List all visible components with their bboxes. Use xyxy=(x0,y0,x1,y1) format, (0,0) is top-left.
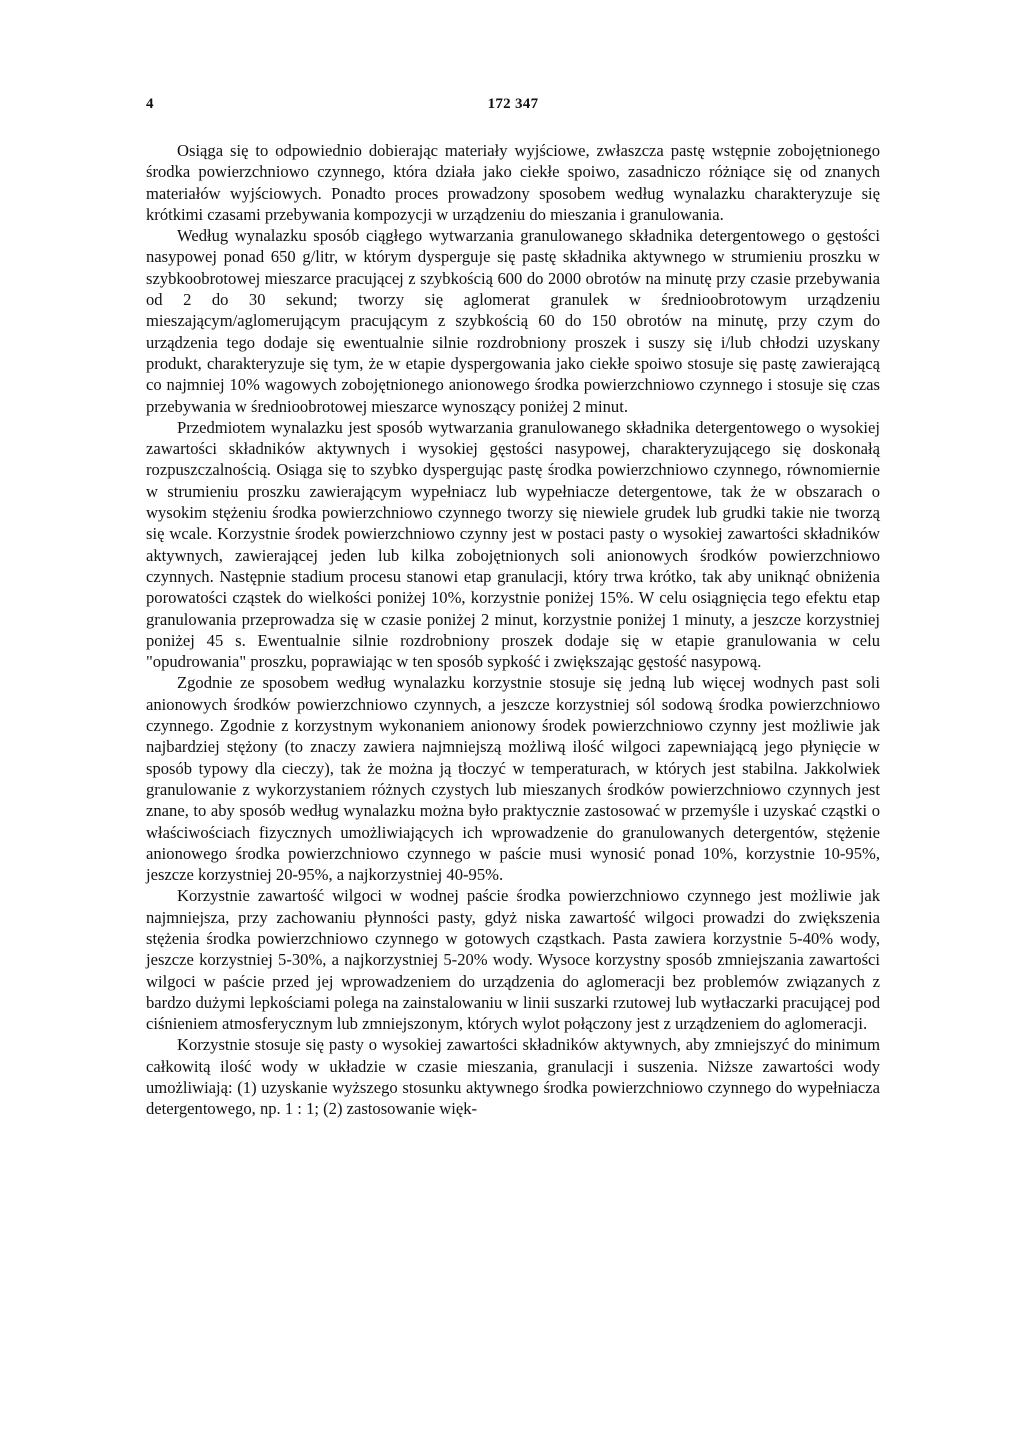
page-header xyxy=(146,96,880,122)
paragraph: Przedmiotem wynalazku jest sposób wytwarzania granulowanego składnika detergentowego o wysokiej zawartości składników aktywnych i wysokiej gęstości nasypowej, charakteryzującego się doskonałą rozpuszczalnością. Osiąga się to szybko dyspergując pastę środka powierzchniowo czynnego, równomiernie w strumieniu proszku zawierającym wypełniacz lub wypełniacze detergentowe, tak że w obszarach o wysokim stężeniu środka powierzchniowo czynnego tworzy się niewiele grudek lub grudki takie nie tworzą się wcale. Korzystnie środek powierzchniowo czynny jest w postaci pasty o wysokiej zawartości składników aktywnych, zawierającej jeden lub kilka zobojętnionych soli anionowych środków powierzchniowo czynnych. Następnie stadium procesu stanowi etap granulacji, który trwa krótko, tak aby uniknąć obniżenia porowatości cząstek do wielkości poniżej 10%, korzystnie poniżej 15%. W celu osiągnięcia tego efektu etap granulowania przeprowadza się w czasie poniżej 2 minut, korzystnie poniżej 1 minuty, a jeszcze korzystniej poniżej 45 s. Ewentualnie silnie rozdrobniony proszek dodaje się w etapie granulowania w celu "opudrowania" proszku, poprawiając w ten sposób sypkość i zwiększając gęstość nasypową. xyxy=(146,417,880,672)
paragraph: Według wynalazku sposób ciągłego wytwarzania granulowanego składnika detergentowego o gęstości nasypowej ponad 650 g/litr, w którym dysperguje się pastę składnika aktywnego w strumieniu proszku w szybkoobrotowej mieszarce pracującej z szybkością 600 do 2000 obrotów na minutę przy czasie przebywania od 2 do 30 sekund; tworzy się aglomerat granulek w średnioobrotowym urządzeniu mieszającym/aglomerującym pracującym z szybkością 60 do 150 obrotów na minutę, przy czym do urządzenia tego dodaje się ewentualnie silnie rozdrobniony proszek i suszy się i/lub chłodzi uzyskany produkt, charakteryzuje się tym, że w etapie dyspergowania jako ciekłe spoiwo stosuje się pastę zawierającą co najmniej 10% wagowych zobojętnionego anionowego środka powierzchniowo czynnego i stosuje się czas przebywania w średnioobrotowej mieszarce wynoszący poniżej 2 minut. xyxy=(146,226,880,416)
document-number: 172 347 xyxy=(487,96,539,112)
paragraph: Korzystnie zawartość wilgoci w wodnej paście środka powierzchniowo czynnego jest możliwie jak najmniejsza, przy zachowaniu płynności pasty, gdyż niska zawartość wilgoci prowadzi do zwiększenia stężenia środka powierzchniowo czynnego w gotowych cząstkach. Pasta zawiera korzystnie 5-40% wody, jeszcze korzystniej 5-30%, a najkorzystniej 5-20% wody. Wysoce korzystny sposób zmniejszania zawartości wilgoci w paście przed jej wprowadzeniem do urządzenia do aglomeracji bez problemów związanych z bardzo dużymi lepkościami polega na zainstalowaniu w linii suszarki rzutowej lub wytłaczarki pracującej pod ciśnieniem atmosferycznym lub zmniejszonym, których wylot połączony jest z urządzeniem do aglomeracji. xyxy=(146,886,880,1034)
body-text xyxy=(146,140,880,1120)
paragraph: Zgodnie ze sposobem według wynalazku korzystnie stosuje się jedną lub więcej wodnych past soli anionowych środków powierzchniowo czynnych, a jeszcze korzystniej sól sodową środka powierzchniowo czynnego. Zgodnie z korzystnym wykonaniem anionowy środek powierzchniowo czynny jest możliwie jak najbardziej stężony (to znaczy zawiera najmniejszą możliwą ilość wilgoci zapewniającą jego płynięcie w sposób typowy dla cieczy), tak że można ją tłoczyć w temperaturach, w których jest stabilna. Jakkolwiek granulowanie z wykorzystaniem różnych czystych lub mieszanych środków powierzchniowo czynnych jest znane, to aby sposób według wynalazku można było praktycznie zastosować w przemyśle i uzyskać cząstki o właściwościach fizycznych umożliwiających ich wprowadzenie do granulowanych detergentów, stężenie anionowego środka powierzchniowo czynnego w paście musi wynosić ponad 10%, korzystnie 10-95%, jeszcze korzystniej 20-95%, a najkorzystniej 40-95%. xyxy=(146,673,880,885)
page-number: 4 xyxy=(146,96,154,112)
paragraph: Korzystnie stosuje się pasty o wysokiej zawartości składników aktywnych, aby zmniejszyć do minimum całkowitą ilość wody w układzie w czasie mieszania, granulacji i suszenia. Niższe zawartości wody umożliwiają: (1) uzyskanie wyższego stosunku aktywnego środka powierzchniowo czynnego do wypełniacza detergentowego, np. 1 : 1; (2) zastosowanie więk- xyxy=(146,1035,880,1119)
paragraph: Osiąga się to odpowiednio dobierając materiały wyjściowe, zwłaszcza pastę wstępnie zobojętnionego środka powierzchniowo czynnego, która działa jako ciekłe spoiwo, zasadniczo różniące się od znanych materiałów wyjściowych. Ponadto proces prowadzony sposobem według wynalazku charakteryzuje się krótkimi czasami przebywania kompozycji w urządzeniu do mieszania i granulowania. xyxy=(146,141,880,224)
